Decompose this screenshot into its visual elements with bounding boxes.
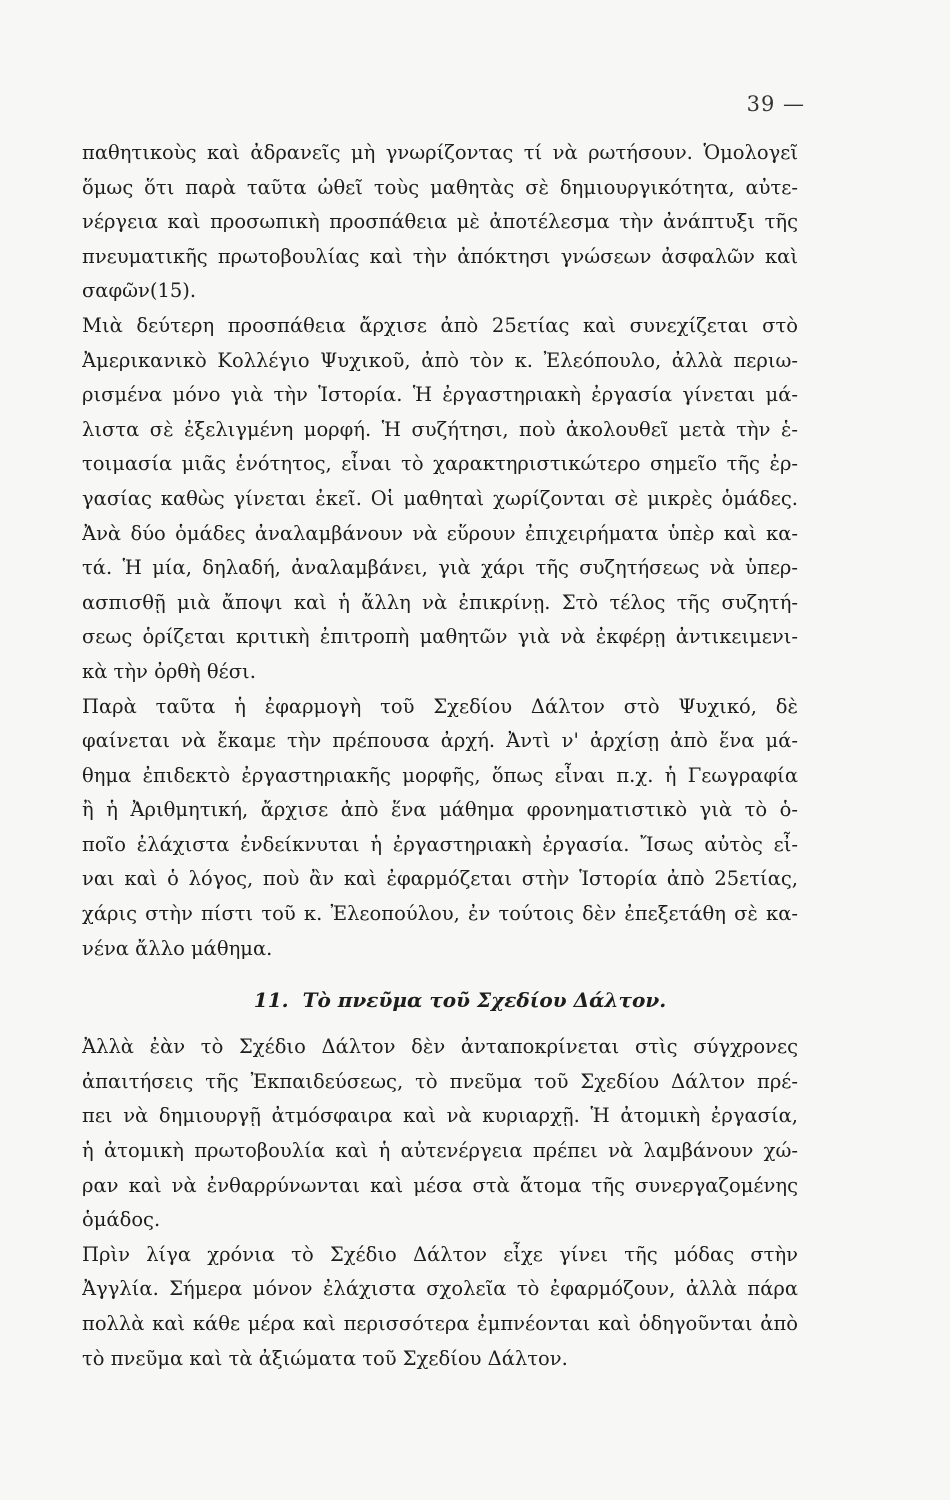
text-line: χάρις στὴν πίστι τοῦ κ. Ἐλεοπούλου, ἐν τούτοις δὲν ἐπεξετάθη σὲ κα-: [82, 902, 798, 926]
text-line: ποῖο ἐλάχιστα ἐνδείκνυται ἡ ἐργαστηριακὴ ἐργασία. Ἴσως αὐτὸς εἶ-: [82, 832, 798, 856]
text-line: ραν καὶ νὰ ἐνθαρρύνωνται καὶ μέσα στὰ ἄτομα τῆς συνεργαζομένης: [82, 1173, 798, 1197]
text-line: ἡ ἀτομικὴ πρωτοβουλία καὶ ἡ αὐτενέργεια πρέπει νὰ λαμβάνουν χώ-: [82, 1139, 798, 1163]
text-line: Παρὰ ταῦτα ἡ ἐφαρμογὴ τοῦ Σχεδίου Δάλτον στὸ Ψυχικό, δὲ: [82, 694, 798, 718]
paragraph: [82, 136, 798, 309]
text-line: ναι καὶ ὁ λόγος, ποὺ ἂν καὶ ἐφαρμόζεται στὴν Ἱστορία ἀπὸ 25ετίας,: [82, 867, 798, 891]
text-line: κὰ τὴν ὀρθὴ θέσι.: [82, 659, 256, 683]
text-line: τὸ πνεῦμα καὶ τὰ ἀξιώματα τοῦ Σχεδίου Δάλτον.: [82, 1346, 568, 1370]
text-line: γασίας καθὼς γίνεται ἐκεῖ. Οἱ μαθηταὶ χωρίζονται σὲ μικρὲς ὁμάδες.: [82, 486, 798, 510]
text-line: Ἀμερικανικὸ Κολλέγιο Ψυχικοῦ, ἀπὸ τὸν κ. Ἐλεόπουλο, ἀλλὰ περιω-: [82, 348, 798, 372]
text-line: φαίνεται νὰ ἔκαμε τὴν πρέπουσα ἀρχή. Ἀντὶ ν' ἀρχίσῃ ἀπὸ ἕνα μά-: [82, 729, 798, 753]
text-line: σεως ὁρίζεται κριτικὴ ἐπιτροπὴ μαθητῶν γιὰ νὰ ἐκφέρῃ ἀντικειμενι-: [82, 625, 798, 649]
text-line: Ἀλλὰ ἐὰν τὸ Σχέδιο Δάλτον δὲν ἀνταποκρίνεται στὶς σύγχρονες: [82, 1035, 798, 1059]
text-line: ρισμένα μόνο γιὰ τὴν Ἱστορία. Ἡ ἐργαστηριακὴ ἐργασία γίνεται μά-: [82, 383, 798, 407]
paragraph: [82, 1030, 798, 1238]
text-line: τά. Ἡ μία, δηλαδή, ἀναλαμβάνει, γιὰ χάρι τῆς συζητήσεως νὰ ὑπερ-: [82, 556, 798, 580]
text-line: ασπισθῇ μιὰ ἄποψι καὶ ἡ ἄλλη νὰ ἐπικρίνῃ. Στὸ τέλος τῆς συζητή-: [82, 590, 798, 614]
text-line: ὅμως ὅτι παρὰ ταῦτα ὠθεῖ τοὺς μαθητὰς σὲ δημιουργικότητα, αὐτε-: [82, 175, 798, 199]
body-text: [82, 136, 798, 1376]
text-line-content: Μιὰ δεύτερη προσπάθεια ἄρχισε ἀπὸ 25ετίας καὶ συνεχίζεται στὸ: [82, 313, 798, 337]
text-line: τοιμασία μιᾶς ἑνότητος, εἶναι τὸ χαρακτηριστικώτερο σημεῖο τῆς ἐρ-: [82, 452, 798, 476]
text-line: λιστα σὲ ἐξελιγμένη μορφή. Ἡ συζήτησι, ποὺ ἀκολουθεῖ μετὰ τὴν ἑ-: [82, 417, 798, 441]
paragraph: [82, 309, 798, 690]
text-line: ὁμάδος.: [82, 1208, 161, 1232]
text-line: ἢ ἡ Ἀριθμητική, ἄρχισε ἀπὸ ἕνα μάθημα φρονηματιστικὸ γιὰ τὸ ὁ-: [82, 798, 798, 822]
text-line: θημα ἐπιδεκτὸ ἐργαστηριακῆς μορφῆς, ὅπως εἶναι π.χ. ἡ Γεωγραφία: [82, 763, 798, 787]
page-number: 39 —: [746, 92, 805, 116]
paragraph: [82, 1238, 798, 1376]
text-line: παθητικοὺς καὶ ἀδρανεῖς μὴ γνωρίζοντας τί νὰ ρωτήσουν. Ὁμολογεῖ: [82, 141, 798, 164]
text-line: Ἀνὰ δύο ὁμάδες ἀναλαμβάνουν νὰ εὕρουν ἐπιχειρήματα ὑπὲρ καὶ κα-: [82, 521, 798, 545]
section-title: Τὸ πνεῦμα τοῦ Σχεδίου Δάλτον.: [302, 988, 667, 1013]
text-line: πει νὰ δημιουργῇ ἀτμόσφαιρα καὶ νὰ κυριαρχῇ. Ἡ ἀτομικὴ ἐργασία,: [82, 1104, 798, 1128]
paragraph: [82, 690, 798, 967]
text-line: ἀπαιτήσεις τῆς Ἐκπαιδεύσεως, τὸ πνεῦμα τοῦ Σχεδίου Δάλτον πρέ-: [82, 1069, 798, 1093]
text-line: νέργεια καὶ προσωπικὴ προσπάθεια μὲ ἀποτέλεσμα τὴν ἀνάπτυξι τῆς: [82, 210, 798, 234]
section-number: 11.: [253, 988, 289, 1013]
text-line: Ἀγγλία. Σήμερα μόνον ἐλάχιστα σχολεῖα τὸ ἐφαρμόζουν, ἀλλὰ πάρα: [82, 1277, 798, 1301]
section-heading: [82, 966, 798, 1030]
text-line: Πρὶν λίγα χρόνια τὸ Σχέδιο Δάλτον εἶχε γίνει τῆς μόδας στὴν: [82, 1242, 798, 1266]
text-line: σαφῶν(15).: [82, 279, 197, 303]
text-line: πολλὰ καὶ κάθε μέρα καὶ περισσότερα ἐμπνέονται καὶ ὁδηγοῦνται ἀπὸ: [82, 1312, 798, 1335]
text-line: [82, 309, 798, 344]
text-line: νένα ἄλλο μάθημα.: [82, 936, 273, 960]
text-line: πνευματικῆς πρωτοβουλίας καὶ τὴν ἀπόκτησι γνώσεων ἀσφαλῶν καὶ: [82, 244, 798, 268]
